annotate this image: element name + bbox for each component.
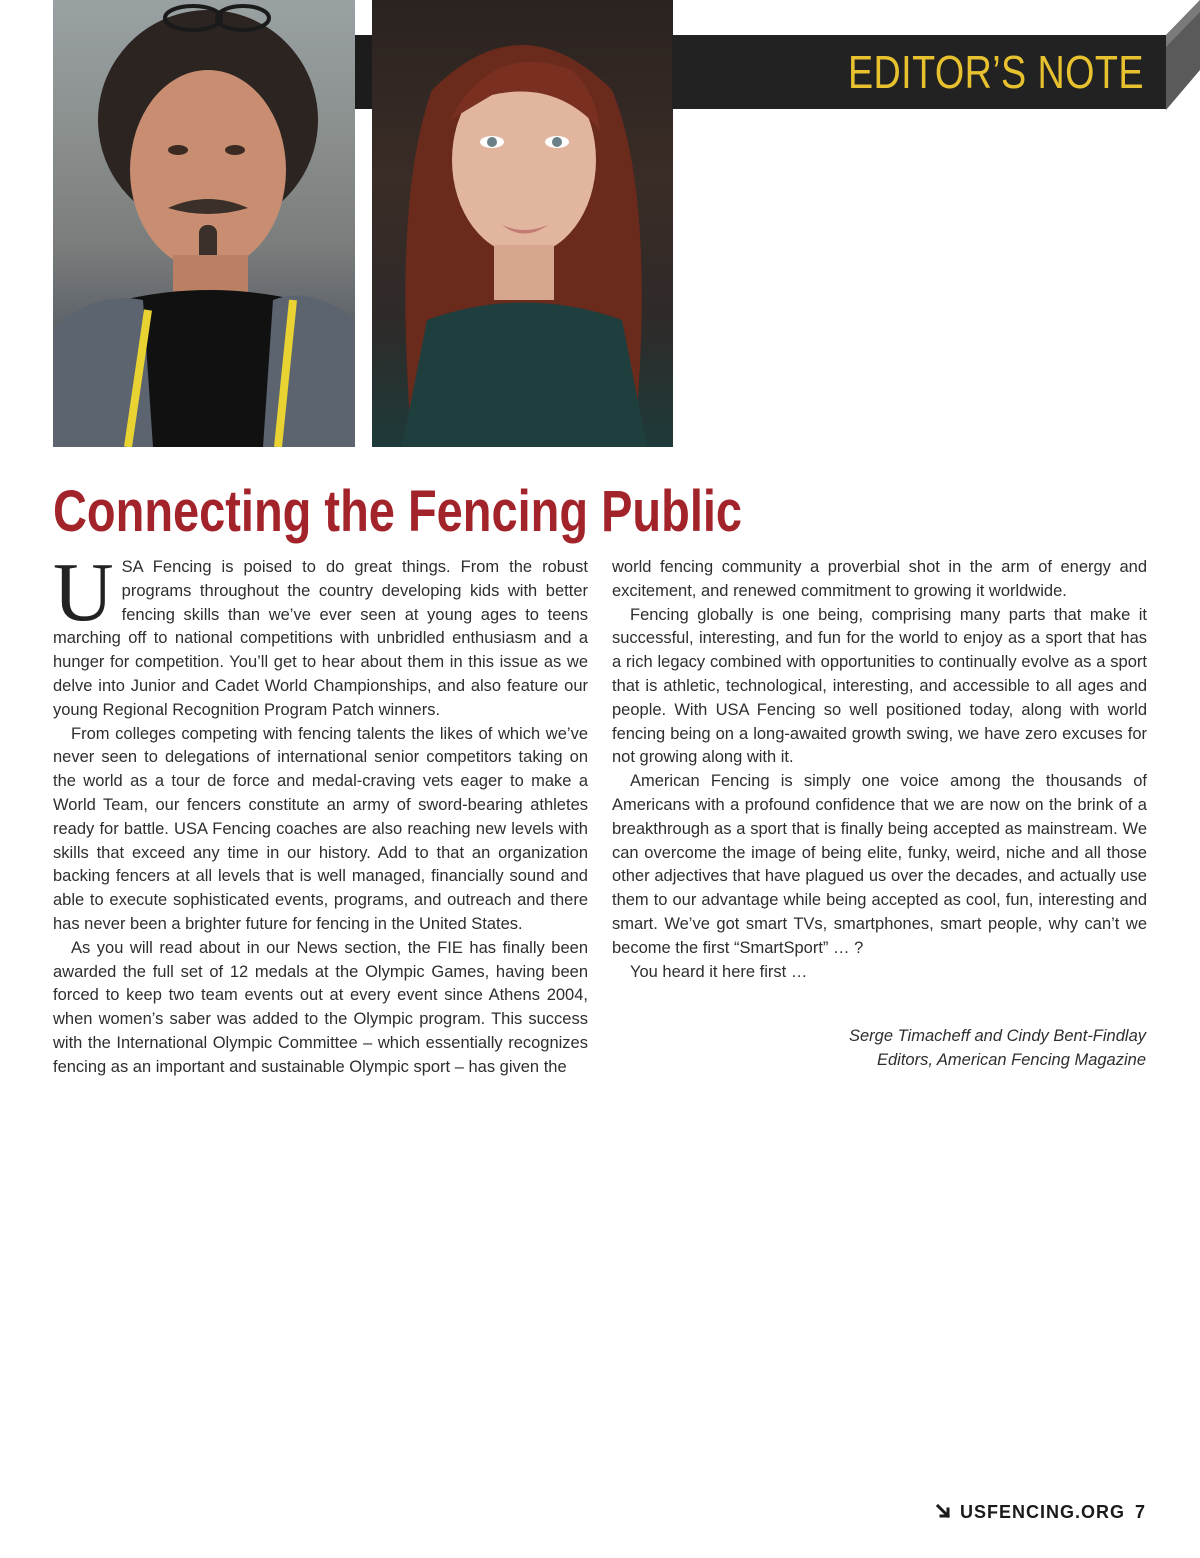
drop-cap: U (53, 546, 114, 639)
footer-site-link[interactable]: USFENCING.ORG (959, 1502, 1125, 1522)
paragraph-1-text: SA Fencing is poised to do great things. From the robust programs throughout the country developing kids with better fencing skills than we’ve ever seen at young ages to teens marching off to national competitions with unbridled enthusiasm and a hunger for competition. You’ll get to hear about them in this issue as we delve into Junior and Cadet World Championships, and also feature our young Regional Recognition Program Patch winners. (53, 558, 588, 719)
paragraph-6: You heard it here first … (630, 962, 808, 981)
signature-role: Editors, American Fencing Magazine (876, 1050, 1146, 1069)
paragraph-3-continued: world fencing community a proverbial shot in the arm of energy and excitement, and renewed commitment to growing it worldwide. (612, 558, 1147, 600)
portrait-woman-photo (372, 0, 673, 447)
banner-fold (355, 35, 372, 109)
editor-photo-cindy (372, 0, 673, 447)
paragraph-1 (53, 546, 588, 723)
paragraph-3: As you will read about in our News section, the FIE has finally been awarded the full set of 12 medals at the Olympic Games, having been forced to keep two team events out at every event since Athens 2004, when women’s saber was added to the Olympic program. This success with the International Olympic Committee – which essentially recognizes fencing as an important and sustainable Olympic sport – has given the (53, 938, 588, 1076)
section-banner (672, 35, 1166, 109)
article-column-left (53, 546, 588, 1080)
editor-signature (849, 1025, 1146, 1072)
article-headline: Connecting the Fencing Public (53, 479, 743, 544)
page-footer (936, 1502, 1146, 1523)
signature-names: Serge Timacheff and Cindy Bent-Findlay (849, 1027, 1146, 1045)
page-number: 7 (1134, 1502, 1146, 1522)
editor-photo-serge (53, 0, 355, 447)
arrow-down-right-icon (936, 1504, 952, 1520)
article-column-right (612, 556, 1147, 984)
paragraph-2: From colleges competing with fencing talents the likes of which we’ve never seen to delegations of international senior competitors taking on the world as a tour de force and medal-craving vets eager to make a World Team, our fencers constitute an army of sword-bearing athletes ready for battle. USA Fencing coaches are also reaching new levels with skills that exceed any time in our history. Add to that an organization backing fencers at all levels that is well managed, financially sound and able to execute sophisticated events, programs, and outreach and there has never been a brighter future for fencing in the United States. (53, 724, 588, 933)
section-title: EDITOR’S NOTE (848, 46, 1144, 98)
paragraph-5: American Fencing is simply one voice among the thousands of Americans with a profound confidence that we are now on the brink of a breakthrough as a sport that is finally being accepted as mainstream. We can overcome the image of being elite, funky, weird, niche and all those other adjectives that have plagued us over the decades, and actually use them to our advantage while being accepted as cool, fun, interesting and smart. We’ve got smart TVs, smartphones, smart people, why can’t we become the first “SmartSport” … ? (612, 772, 1147, 957)
portrait-man-photo (53, 0, 355, 447)
banner-corner-decoration (1140, 0, 1200, 110)
paragraph-4: Fencing globally is one being, comprising many parts that make it successful, interesting, and fun for the world to enjoy as a sport that has a rich legacy combined with opportunities to continually evolve as a sport that is athletic, technological, interesting, and accessible to all ages and people. With USA Fencing so well positioned today, along with world fencing being on a long-awaited growth swing, we have zero excuses for not growing along with it. (612, 605, 1147, 767)
